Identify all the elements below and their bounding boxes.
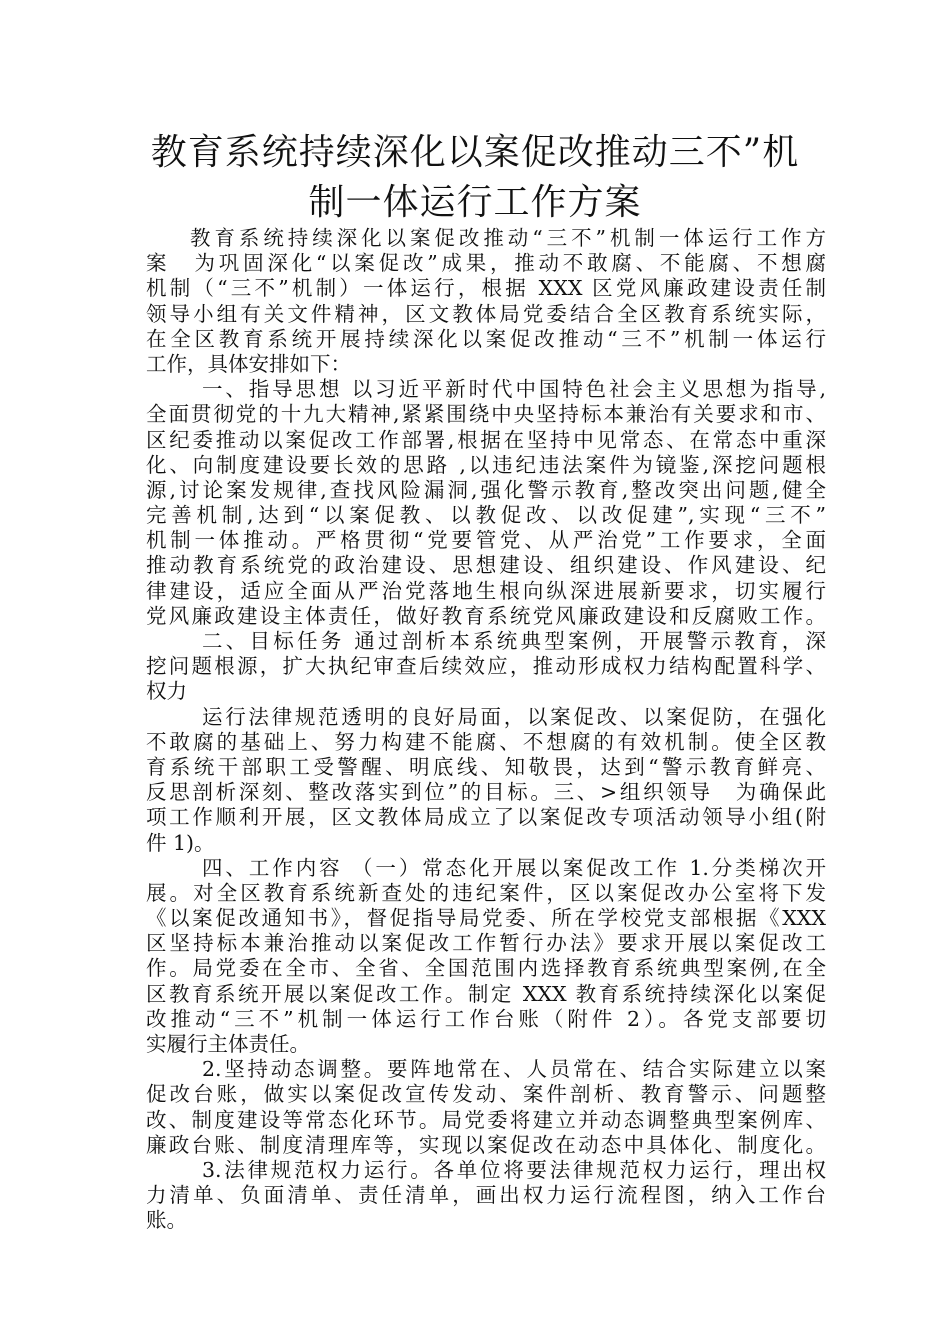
paragraph-line: 不敢腐的基础上、努力构建不能腐、不想腐的有效机制。使全区教 — [146, 729, 826, 754]
paragraph-line: 源,讨论案发规律,查找风险漏洞,强化警示教育,整改突出问题,健全 — [146, 477, 826, 502]
paragraph-line: 作。局党委在全市、全省、全国范围内选择教育系统典型案例,在全 — [146, 956, 826, 981]
paragraph-line: 运行法律规范透明的良好局面，以案促改、以案促防，在强化 — [202, 704, 826, 729]
paragraph-line: 领导小组有关文件精神，区文教体局党委结合全区教育系统实际， — [146, 301, 826, 326]
paragraph-line: 区教育系统开展以案促改工作。制定 XXX 教育系统持续深化以案促 — [146, 981, 826, 1006]
paragraph-line: 完善机制,达到“以案促教、以教促改、以改促建”,实现“三不” — [146, 503, 826, 528]
paragraph-line: 律建设，适应全面从严治党落地生根向纵深进展新要求，切实履行 — [146, 578, 826, 603]
document-title-line-2: 制一体运行工作方案 — [308, 182, 642, 223]
paragraph-line: 全面贯彻党的十九大精神,紧紧围绕中央坚持标本兼治有关要求和市、 — [146, 402, 826, 427]
paragraph-line: 教育系统持续深化以案促改推动“三不”机制一体运行工作方 — [190, 226, 826, 250]
paragraph-line: 育系统干部职工受警醒、明底线、知敬畏，达到“警示教育鲜亮、 — [146, 754, 826, 779]
paragraph-line: 力清单、负面清单、责任清单，画出权力运行流程图，纳入工作台 — [146, 1183, 826, 1208]
paragraph-line: 挖问题根源，扩大执纪审查后续效应，推动形成权力结构配置科学、 — [146, 654, 826, 679]
paragraph-line: 化、向制度建设要长效的思路 ,以违纪违法案件为镜鉴,深挖问题根 — [146, 452, 826, 477]
paragraph-line: 权力 — [146, 679, 187, 704]
paragraph-line: 机制一体推动。严格贯彻“党要管党、从严治党”工作要求，全面 — [146, 528, 826, 553]
paragraph-line: 党风廉政建设主体责任，做好教育系统党风廉政建设和反腐败工作。 — [146, 603, 826, 628]
section-heading-line: 二、目标任务 通过剖析本系统典型案例，开展警示教育，深 — [202, 629, 826, 653]
paragraph-line: 展。对全区教育系统新查处的违纪案件，区以案促改办公室将下发 — [146, 880, 826, 905]
section-heading-line: 一、指导思想 以习近平新时代中国特色社会主义思想为指导, — [202, 377, 826, 402]
paragraph-line: 《以案促改通知书》，督促指导局党委、所在学校党支部根据《XXX — [146, 906, 826, 931]
paragraph-line: 反思剖析深刻、整改落实到位”的目标。三、>组织领导 为确保此 — [146, 780, 826, 805]
paragraph-line: 2.坚持动态调整。要阵地常在、人员常在、结合实际建立以案 — [202, 1057, 826, 1082]
paragraph-line: 在全区教育系统开展持续深化以案促改推动“三不”机制一体运行 — [146, 326, 826, 351]
paragraph-line: 改、制度建设等常态化环节。局党委将建立并动态调整典型案例库、 — [146, 1107, 826, 1132]
paragraph-line: 区纪委推动以案促改工作部署,根据在坚持中见常态、在常态中重深 — [146, 427, 826, 452]
document-body — [146, 226, 826, 1234]
section-heading-line: 四、工作内容 （一）常态化开展以案促改工作 1.分类梯次开 — [202, 855, 826, 880]
paragraph-line: 实履行主体责任。 — [146, 1032, 310, 1056]
paragraph-line: 改推动“三不”机制一体运行工作台账（附件 2）。各党支部要切 — [146, 1006, 826, 1031]
paragraph-line: 项工作顺利开展，区文教体局成立了以案促改专项活动领导小组(附 — [146, 805, 826, 830]
paragraph-line: 3.法律规范权力运行。各单位将要法律规范权力运行，理出权 — [202, 1157, 826, 1182]
paragraph-line: 廉政台账、制度清理库等，实现以案促改在动态中具体化、制度化。 — [146, 1132, 826, 1157]
paragraph-line: 促改台账，做实以案促改宣传发动、案件剖析、教育警示、问题整 — [146, 1082, 826, 1107]
paragraph-line: 案 为巩固深化“以案促改”成果，推动不敢腐、不能腐、不想腐 — [146, 251, 826, 276]
paragraph-line: 机制（“三不”机制）一体运行，根据 XXX 区党风廉政建设责任制 — [146, 276, 826, 301]
paragraph-line: 账。 — [146, 1208, 187, 1233]
document-title-line-1: 教育系统持续深化以案促改推动三不”机 — [150, 132, 800, 173]
paragraph-line: 件 1)。 — [146, 830, 215, 855]
paragraph-line: 推动教育系统党的政治建设、思想建设、组织建设、作风建设、纪 — [146, 553, 826, 578]
paragraph-line: 工作，具体安排如下： — [146, 351, 351, 376]
paragraph-line: 区坚持标本兼治推动以案促改工作暂行办法》要求开展以案促改工 — [146, 931, 826, 956]
